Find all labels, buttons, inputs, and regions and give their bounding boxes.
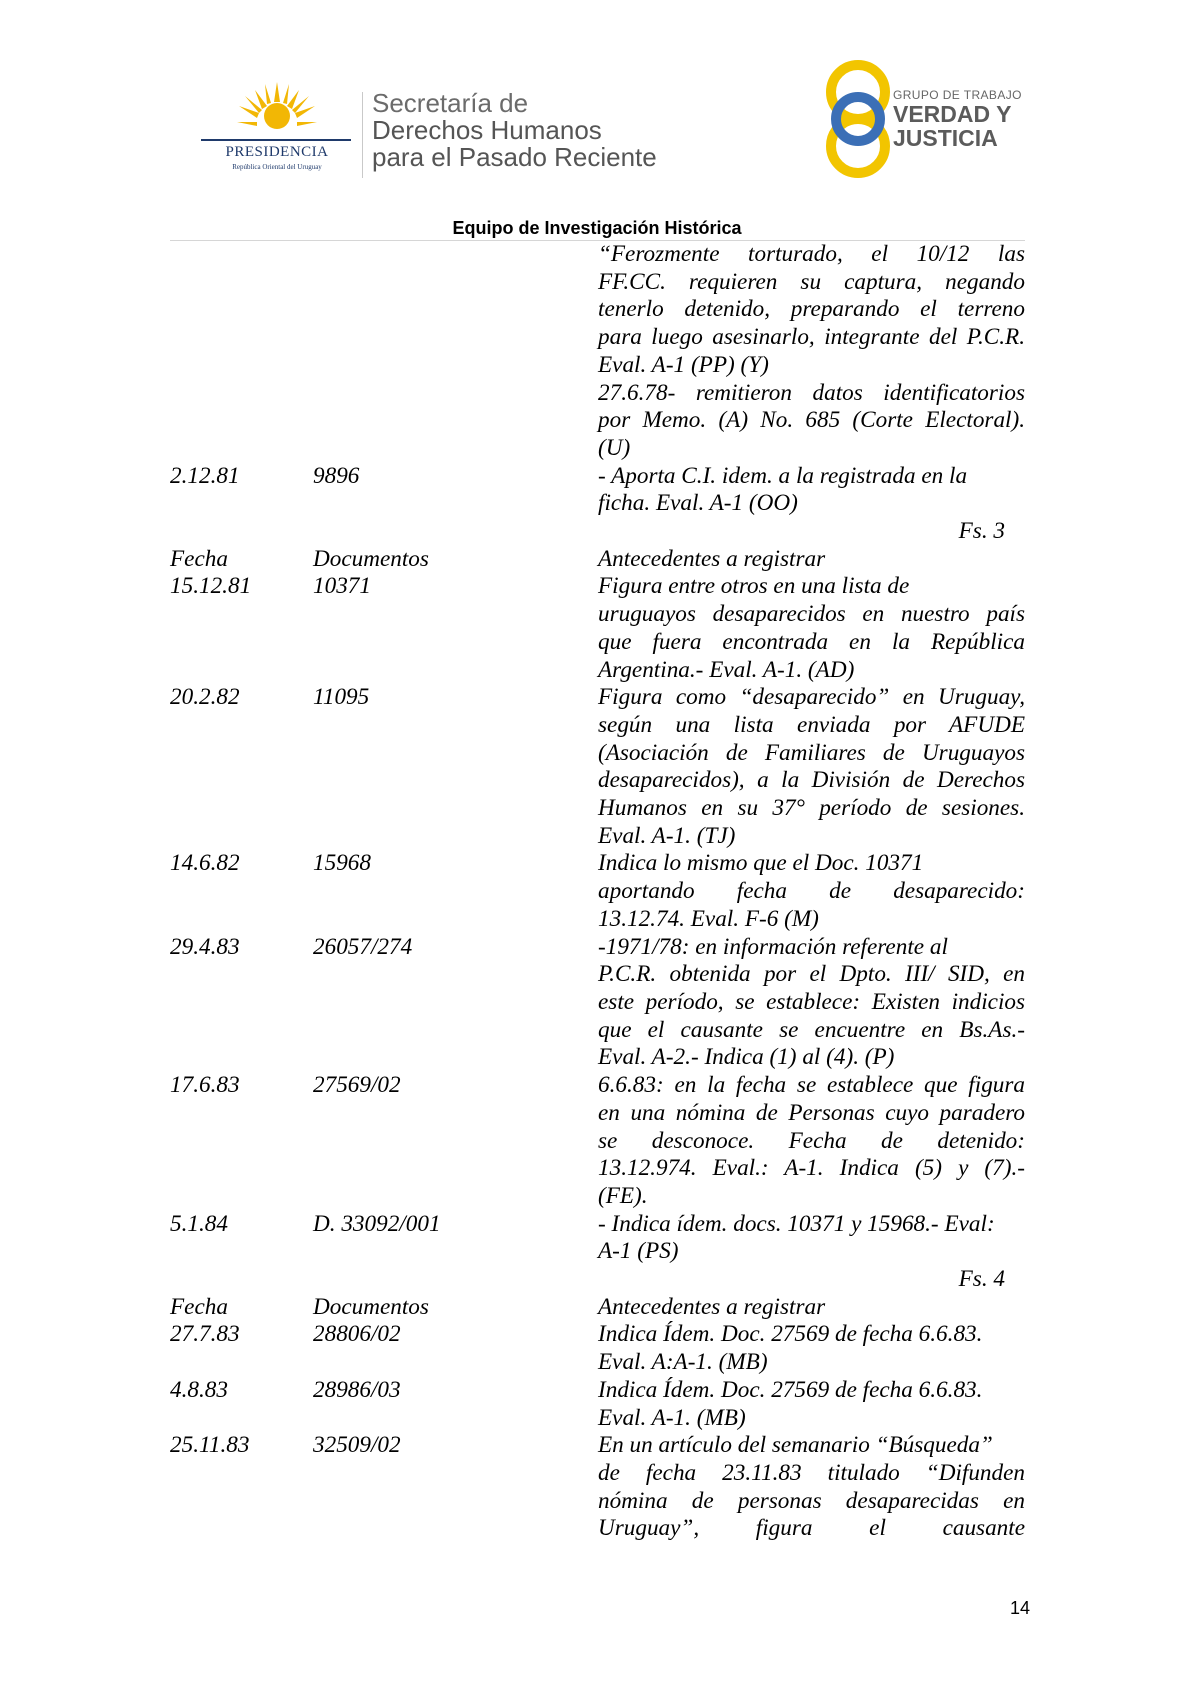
row-text — [598, 684, 1025, 850]
row-date: 5.1.84 — [170, 1210, 228, 1237]
row-text — [598, 850, 1025, 933]
row-date: 2.12.81 — [170, 462, 240, 489]
presidencia-logo — [197, 82, 357, 177]
text-line: Antecedentes a registrar — [598, 1293, 826, 1320]
continuation-text — [598, 241, 1025, 463]
interlocked-rings-icon — [818, 58, 898, 180]
row-doc: 27569/02 — [313, 1072, 401, 1099]
table-row — [170, 1321, 1025, 1376]
text-line: que fuera encontrada en la República — [598, 628, 1025, 655]
row-text — [598, 1432, 1025, 1543]
logo-divider — [362, 92, 363, 178]
header-documentos: Documentos — [313, 545, 429, 572]
text-line: Indica Ídem. Doc. 27569 de fecha 6.6.83. — [598, 1376, 983, 1403]
row-date: 4.8.83 — [170, 1376, 228, 1403]
document-body — [170, 241, 1025, 1543]
row-date: 15.12.81 — [170, 573, 252, 600]
row-text — [598, 463, 1025, 518]
text-line: 27.6.78- remitieron datos identificatorios — [598, 379, 1025, 406]
text-line: Eval. A-1. (TJ) — [598, 822, 736, 849]
row-doc: D. 33092/001 — [313, 1210, 441, 1237]
text-line: para luego asesinarlo, integrante del P.C.R. — [598, 324, 1025, 351]
text-line: que el causante se encuentre en Bs.As.- — [598, 1016, 1025, 1043]
text-line: Indica Ídem. Doc. 27569 de fecha 6.6.83. — [598, 1321, 983, 1348]
text-line: Eval. A:A-1. (MB) — [598, 1349, 768, 1376]
header-fecha: Fecha — [170, 1293, 228, 1320]
continuation-row — [170, 241, 1025, 463]
text-line: (FE). — [598, 1182, 648, 1209]
secretaria-line-2: Derechos Humanos — [372, 115, 602, 145]
row-date: 29.4.83 — [170, 933, 240, 960]
presidencia-name: PRESIDENCIA — [225, 144, 329, 160]
table-row — [170, 850, 1025, 933]
row-text — [598, 1321, 1025, 1376]
text-line: Indica lo mismo que el Doc. 10371 — [598, 850, 924, 877]
text-line: ficha. Eval. A-1 (OO) — [598, 490, 798, 517]
text-line: Eval. A-1 (PP) (Y) — [598, 351, 769, 378]
table-row — [170, 463, 1025, 518]
text-line: aportando fecha de desaparecido: — [598, 878, 1025, 905]
header-fecha: Fecha — [170, 545, 228, 572]
text-line: En un artículo del semanario “Búsqueda” — [598, 1432, 993, 1459]
team-title: Equipo de Investigación Histórica — [452, 218, 742, 238]
text-line: Eval. A-2.- Indica (1) al (4). (P) — [598, 1044, 895, 1071]
text-line: Antecedentes a registrar — [598, 545, 826, 572]
folio-label: Fs. 4 — [958, 1266, 1005, 1293]
row-text — [598, 1211, 1025, 1266]
text-line: 13.12.74. Eval. F-6 (M) — [598, 905, 819, 932]
row-text — [598, 934, 1025, 1073]
header-antecedentes — [598, 546, 1025, 574]
text-line: se desconoce. Fecha de detenido: — [598, 1127, 1025, 1154]
row-text — [598, 573, 1025, 684]
presidencia-subtitle: República Oriental del Uruguay — [232, 163, 322, 171]
table-header — [170, 1294, 1025, 1322]
row-doc: 11095 — [313, 684, 370, 711]
text-line: de fecha 23.11.83 titulado “Difunden — [598, 1459, 1025, 1486]
row-date: 17.6.83 — [170, 1072, 240, 1099]
row-doc: 28806/02 — [313, 1321, 401, 1348]
text-line: Figura como “desaparecido” en Uruguay, — [598, 684, 1025, 711]
header-antecedentes — [598, 1294, 1025, 1322]
text-line: (Asociación de Familiares de Uruguayos — [598, 739, 1025, 766]
page-header — [0, 0, 1191, 200]
text-line: uruguayos desaparecidos en nuestro país — [598, 601, 1025, 628]
secretaria-logo-text — [372, 90, 657, 171]
text-line: A-1 (PS) — [598, 1238, 679, 1265]
secretaria-line-1: Secretaría de — [372, 88, 529, 118]
text-line: P.C.R. obtenida por el Dpto. III/ SID, en — [598, 961, 1025, 988]
text-line: 13.12.974. Eval.: A-1. Indica (5) y (7).- — [598, 1155, 1025, 1182]
text-line: (U) — [598, 434, 631, 461]
header-documentos: Documentos — [313, 1293, 429, 1320]
text-line: nómina de personas desaparecidas en — [598, 1487, 1025, 1514]
row-doc: 10371 — [313, 573, 371, 600]
row-doc: 9896 — [313, 462, 360, 489]
table-row — [170, 1377, 1025, 1432]
text-line: este período, se establece: Existen indicios — [598, 988, 1025, 1015]
text-line: Figura entre otros en una lista de — [598, 573, 910, 600]
table-row — [170, 1211, 1025, 1266]
row-date: 14.6.82 — [170, 850, 240, 877]
table-row — [170, 684, 1025, 850]
row-date: 25.11.83 — [170, 1432, 250, 1459]
text-line: 6.6.83: en la fecha se establece que figura — [598, 1072, 1025, 1099]
presidencia-divider — [201, 139, 351, 141]
row-doc: 32509/02 — [313, 1432, 401, 1459]
row-doc: 26057/274 — [313, 933, 413, 960]
text-line: tenerlo detenido, preparando el terreno — [598, 296, 1025, 323]
row-date: 27.7.83 — [170, 1321, 240, 1348]
grupo-line-2: VERDAD Y — [893, 101, 1012, 127]
row-doc: 28986/03 — [313, 1376, 401, 1403]
row-doc: 15968 — [313, 850, 371, 877]
page-number: 14 — [1009, 1598, 1030, 1618]
row-text — [598, 1377, 1025, 1432]
text-line: FF.CC. requieren su captura, negando — [598, 268, 1025, 295]
text-line: - Indica ídem. docs. 10371 y 15968.- Eval: — [598, 1210, 995, 1237]
text-line: “Ferozmente torturado, el 10/12 las — [598, 241, 1025, 267]
sun-icon — [237, 82, 317, 138]
table-row — [170, 934, 1025, 1073]
text-line: según una lista enviada por AFUDE — [598, 711, 1025, 738]
table-row — [170, 573, 1025, 684]
grupo-line-3: JUSTICIA — [893, 125, 998, 151]
grupo-logo-text — [893, 88, 1022, 150]
table-row — [170, 1432, 1025, 1543]
table-header — [170, 546, 1025, 574]
text-line: Humanos en su 37° período de sesiones. — [598, 795, 1025, 822]
text-line: Eval. A-1. (MB) — [598, 1404, 746, 1431]
secretaria-line-3: para el Pasado Reciente — [372, 142, 657, 172]
table-row — [170, 1072, 1025, 1211]
text-line: - Aporta C.I. idem. a la registrada en la — [598, 462, 968, 489]
row-text — [598, 1072, 1025, 1211]
text-line: Argentina.- Eval. A-1. (AD) — [598, 656, 855, 683]
text-line: en una nómina de Personas cuyo paradero — [598, 1099, 1025, 1126]
text-line: Uruguay”, figura el causante — [598, 1515, 1025, 1542]
row-date: 20.2.82 — [170, 684, 240, 711]
text-line: por Memo. (A) No. 685 (Corte Electoral). — [598, 407, 1025, 434]
text-line: -1971/78: en información referente al — [598, 933, 948, 960]
folio-label: Fs. 3 — [958, 518, 1005, 545]
grupo-line-1: GRUPO DE TRABAJO — [893, 88, 1022, 102]
text-line: desaparecidos), a la División de Derechos — [598, 767, 1025, 794]
